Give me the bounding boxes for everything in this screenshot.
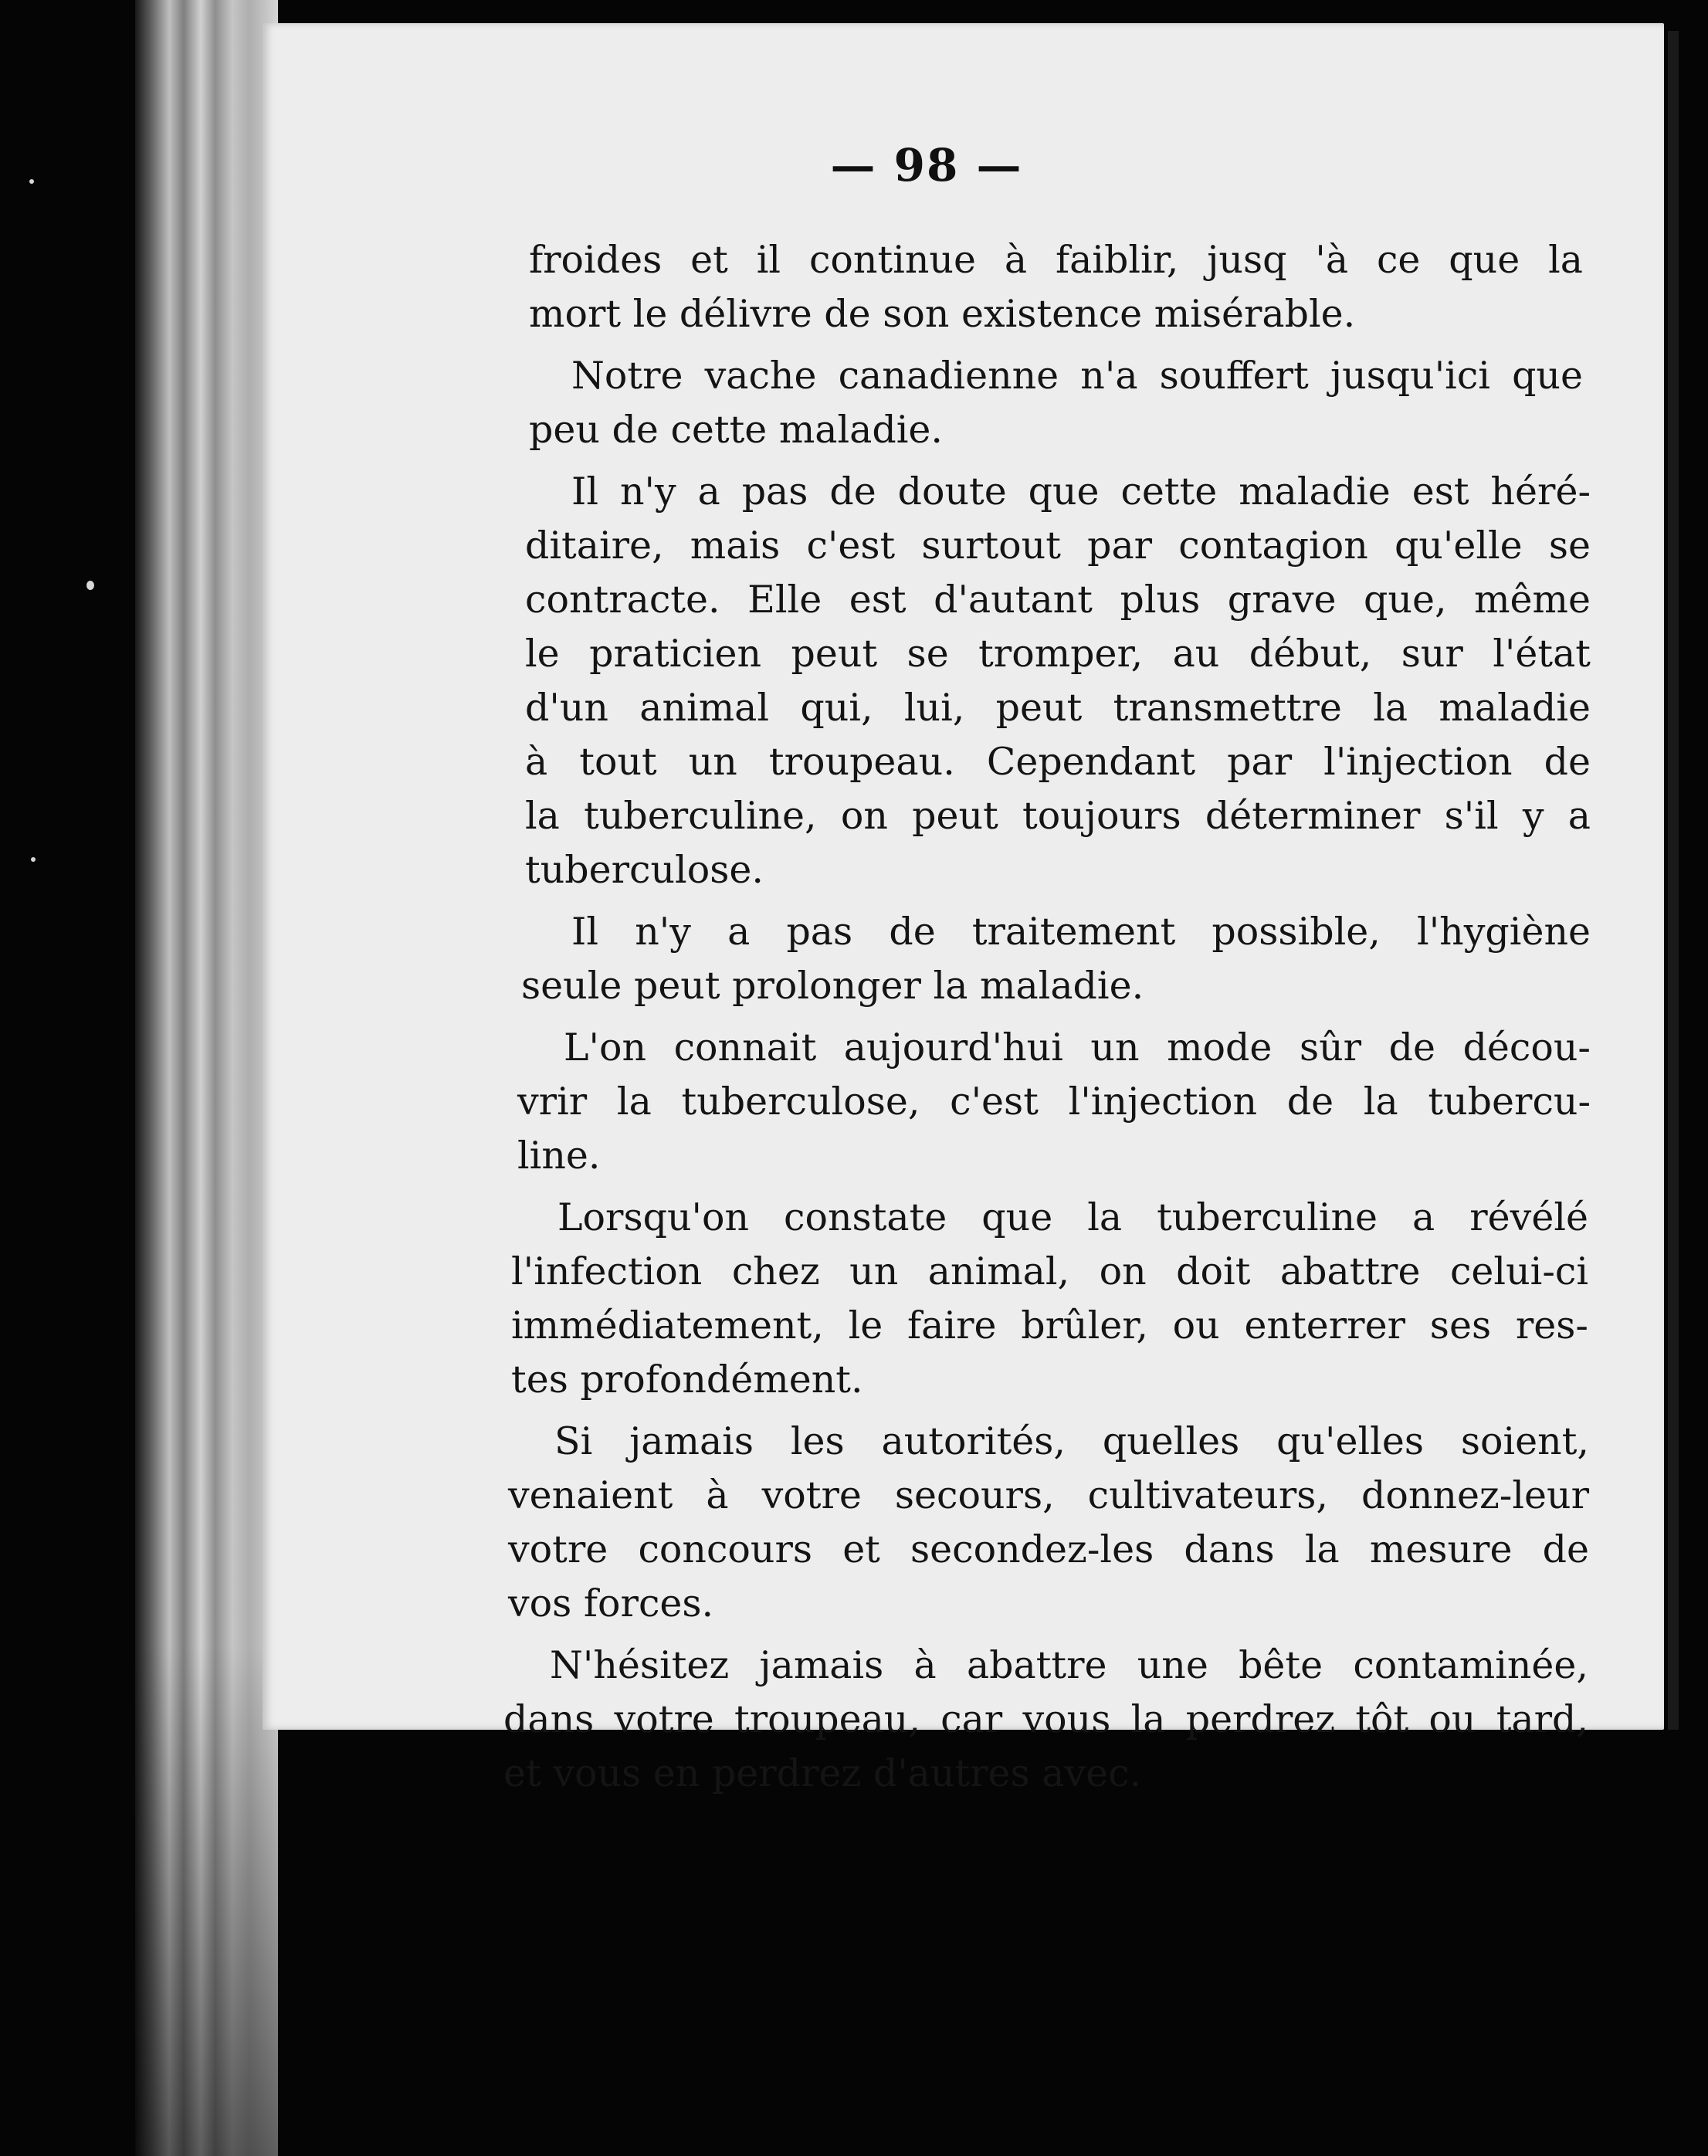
text-line: vos forces. — [508, 1581, 714, 1625]
text-line: le praticien peut se tromper, au début, sur l'état — [525, 632, 1591, 676]
paragraph — [503, 1639, 1594, 1801]
text-line: à tout un troupeau. Cependant par l'injection de — [525, 740, 1591, 784]
margin-speck — [31, 857, 36, 862]
text-line: froides et il continue à faiblir, jusq 'à ce que la — [529, 238, 1583, 282]
text-line: L'on connait aujourd'hui un mode sûr de décou- — [564, 1025, 1591, 1070]
spine-shadow — [135, 1645, 278, 2156]
text-line: ditaire, mais c'est surtout par contagion qu'elle se — [525, 524, 1591, 568]
text-line: la tuberculine, on peut toujours déterminer s'il y a — [525, 794, 1591, 838]
text-line: seule peut prolonger la maladie. — [521, 964, 1144, 1008]
text-line: immédiatement, le faire brûler, ou enterrer ses res- — [511, 1303, 1588, 1348]
text-line: Si jamais les autorités, quelles qu'elles soient, — [554, 1419, 1589, 1463]
text-line: votre concours et secondez-les dans la mesure de — [508, 1527, 1589, 1571]
text-line: venaient à votre secours, cultivateurs, donnez-leur — [508, 1473, 1589, 1517]
paragraph — [529, 349, 1594, 457]
text-line: tuberculose. — [525, 848, 764, 892]
paragraph — [521, 905, 1594, 1013]
margin-speck — [29, 179, 34, 184]
text-line: mort le délivre de son existence misérable. — [529, 292, 1356, 336]
text-line: line. — [517, 1134, 601, 1178]
paragraph — [529, 233, 1594, 341]
text-line: Il n'y a pas de traitement possible, l'hygiène — [571, 910, 1591, 954]
page-number: — 98 — — [830, 139, 1023, 192]
margin-speck — [86, 581, 94, 590]
text-line: vrir la tuberculose, c'est l'injection de la tubercu- — [517, 1080, 1591, 1124]
text-line: Lorsqu'on constate que la tuberculine a révélé — [557, 1195, 1588, 1239]
text-line: contracte. Elle est d'autant plus grave que, même — [525, 578, 1591, 622]
page-edge-shadow — [1668, 31, 1679, 1730]
text-line: tes profondément. — [511, 1358, 863, 1402]
text-line: l'infection chez un animal, on doit abattre celui-ci — [511, 1249, 1588, 1293]
text-line: Notre vache canadienne n'a souffert jusqu'ici que — [571, 354, 1583, 398]
page-body-text — [263, 233, 1594, 1809]
text-line: Il n'y a pas de doute que cette maladie est héré- — [571, 470, 1591, 514]
text-line: et vous en perdrez d'autres avec. — [503, 1751, 1142, 1795]
text-line: d'un animal qui, lui, peut transmettre la maladie — [525, 686, 1591, 730]
text-line: dans votre troupeau, car vous la perdrez tôt ou tard, — [503, 1697, 1588, 1741]
paragraph — [511, 1191, 1594, 1407]
text-line: peu de cette maladie. — [529, 408, 944, 452]
paragraph — [517, 1021, 1594, 1183]
text-line: N'hésitez jamais à abattre une bête contaminée, — [550, 1643, 1588, 1687]
book-page — [263, 23, 1664, 1795]
paragraph — [508, 1415, 1594, 1631]
paragraph — [525, 465, 1594, 897]
